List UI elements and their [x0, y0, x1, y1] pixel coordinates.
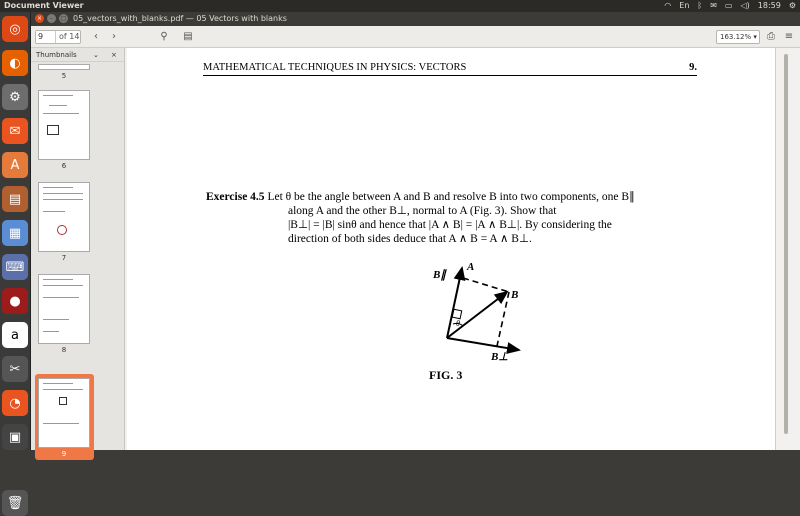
settings-icon[interactable]: ⚙	[2, 84, 28, 110]
thumbnail-label: 6	[61, 162, 67, 170]
dashed-line	[497, 292, 509, 346]
document-viewer-icon[interactable]: ◔	[2, 390, 28, 416]
mail-icon[interactable]: ✉	[2, 118, 28, 144]
dashed-line	[463, 278, 509, 292]
document-viewer-window	[31, 12, 800, 458]
label-b: B	[511, 289, 519, 301]
sidebar-toggle-icon[interactable]: ▤	[183, 31, 193, 42]
firefox-icon[interactable]: ◐	[2, 50, 28, 76]
exercise-line: |B⊥| = |B| sinθ and hence that |A ∧ B| = |A ∧ B⊥|. By considering the	[288, 219, 612, 231]
vertical-scrollbar[interactable]	[775, 48, 800, 450]
label-b-parallel: B∥	[433, 269, 446, 281]
close-icon[interactable]: ×	[111, 51, 117, 59]
zoom-value: 163.12%	[720, 33, 752, 41]
thumbnail-page[interactable]	[38, 64, 90, 70]
print-icon[interactable]: ⎙	[767, 31, 775, 42]
close-icon[interactable]: ×	[36, 15, 43, 22]
battery-icon[interactable]: ▭	[724, 1, 733, 10]
files-icon[interactable]: ▤	[2, 186, 28, 212]
thumbnail-page[interactable]	[38, 182, 90, 252]
mail-icon[interactable]: ✉	[710, 1, 717, 10]
trash-icon[interactable]: 🗑	[2, 490, 28, 516]
thumbnail-label: 5	[61, 72, 67, 80]
app-store-icon[interactable]: A	[2, 152, 28, 178]
zoom-selector[interactable]: 163.12% ▾	[716, 30, 760, 44]
toolbar	[31, 26, 800, 48]
gear-icon[interactable]: ⚙	[788, 1, 796, 10]
tools-icon[interactable]: ✂	[2, 356, 28, 382]
right-angle-mark	[452, 309, 461, 318]
system-top-bar	[0, 0, 800, 12]
thumbnail-page-current[interactable]	[38, 378, 90, 448]
page-header	[203, 62, 697, 76]
label-theta: θ	[456, 319, 460, 328]
search-icon[interactable]: ⚲	[160, 31, 168, 42]
bluetooth-icon[interactable]: ᛒ	[697, 1, 703, 10]
thumbnails-sidebar	[31, 48, 125, 458]
next-page-icon[interactable]: ›	[112, 31, 116, 42]
menu-icon[interactable]: ≡	[784, 31, 794, 42]
maximize-icon[interactable]: □	[60, 15, 67, 22]
ruby-icon[interactable]: ●	[2, 288, 28, 314]
thumbnail-label: 7	[61, 254, 67, 262]
label-a: A	[467, 261, 475, 273]
minimize-icon[interactable]: –	[47, 14, 56, 23]
label-b-perp: B⊥	[491, 351, 508, 363]
exercise-label: Exercise 4.5	[206, 191, 265, 203]
previous-page-icon[interactable]: ‹	[94, 31, 98, 42]
running-title: MATHEMATICAL TECHNIQUES IN PHYSICS: VECTORS	[203, 62, 467, 73]
current-page-input[interactable]: 9	[36, 31, 56, 43]
volume-icon[interactable]: ◁)	[740, 1, 750, 10]
keyboard-icon[interactable]: ⌨	[2, 254, 28, 280]
vector-b-perp	[447, 338, 519, 350]
app-title: Document Viewer	[4, 1, 84, 10]
thumbnail-page[interactable]	[38, 90, 90, 160]
thumbnail-page[interactable]	[38, 274, 90, 344]
workspace-switcher-icon[interactable]: ▣	[2, 424, 28, 450]
launcher	[0, 12, 31, 511]
exercise-line: along A and the other B⊥, normal to A (Fig. 3). Show that	[288, 205, 557, 217]
thumbnail-label: 9	[61, 450, 67, 458]
window-title: 05_vectors_with_blanks.pdf — 05 Vectors with blanks	[73, 14, 287, 23]
page-number: 9.	[689, 62, 697, 73]
window-titlebar	[31, 12, 800, 26]
ubuntu-logo-icon[interactable]: ◎	[2, 16, 28, 42]
exercise-text	[206, 190, 706, 246]
workspaces-icon[interactable]: ▦	[2, 220, 28, 246]
chevron-down-icon[interactable]: ⌄	[93, 51, 99, 59]
page-total: of 14	[59, 32, 80, 41]
system-tray	[664, 1, 796, 10]
keyboard-layout-indicator[interactable]: En	[679, 1, 690, 10]
exercise-line: Let θ be the angle between A and B and resolve B into two components, one B∥	[267, 191, 635, 203]
sidebar-header	[31, 48, 124, 62]
figure-caption: FIG. 3	[429, 368, 463, 382]
scrollbar-thumb[interactable]	[784, 54, 788, 434]
figure-vectors-diagram	[397, 254, 537, 364]
thumbnail-label: 8	[61, 346, 67, 354]
sidebar-title: Thumbnails	[36, 51, 77, 59]
wifi-icon[interactable]: ◠	[664, 1, 672, 10]
clock[interactable]: 18:59	[757, 1, 781, 10]
document-page	[127, 48, 775, 450]
exercise-line: direction of both sides deduce that A ∧ B = A ∧ B⊥.	[288, 233, 532, 245]
page-selector[interactable]	[35, 30, 81, 44]
amazon-icon[interactable]: a	[2, 322, 28, 348]
